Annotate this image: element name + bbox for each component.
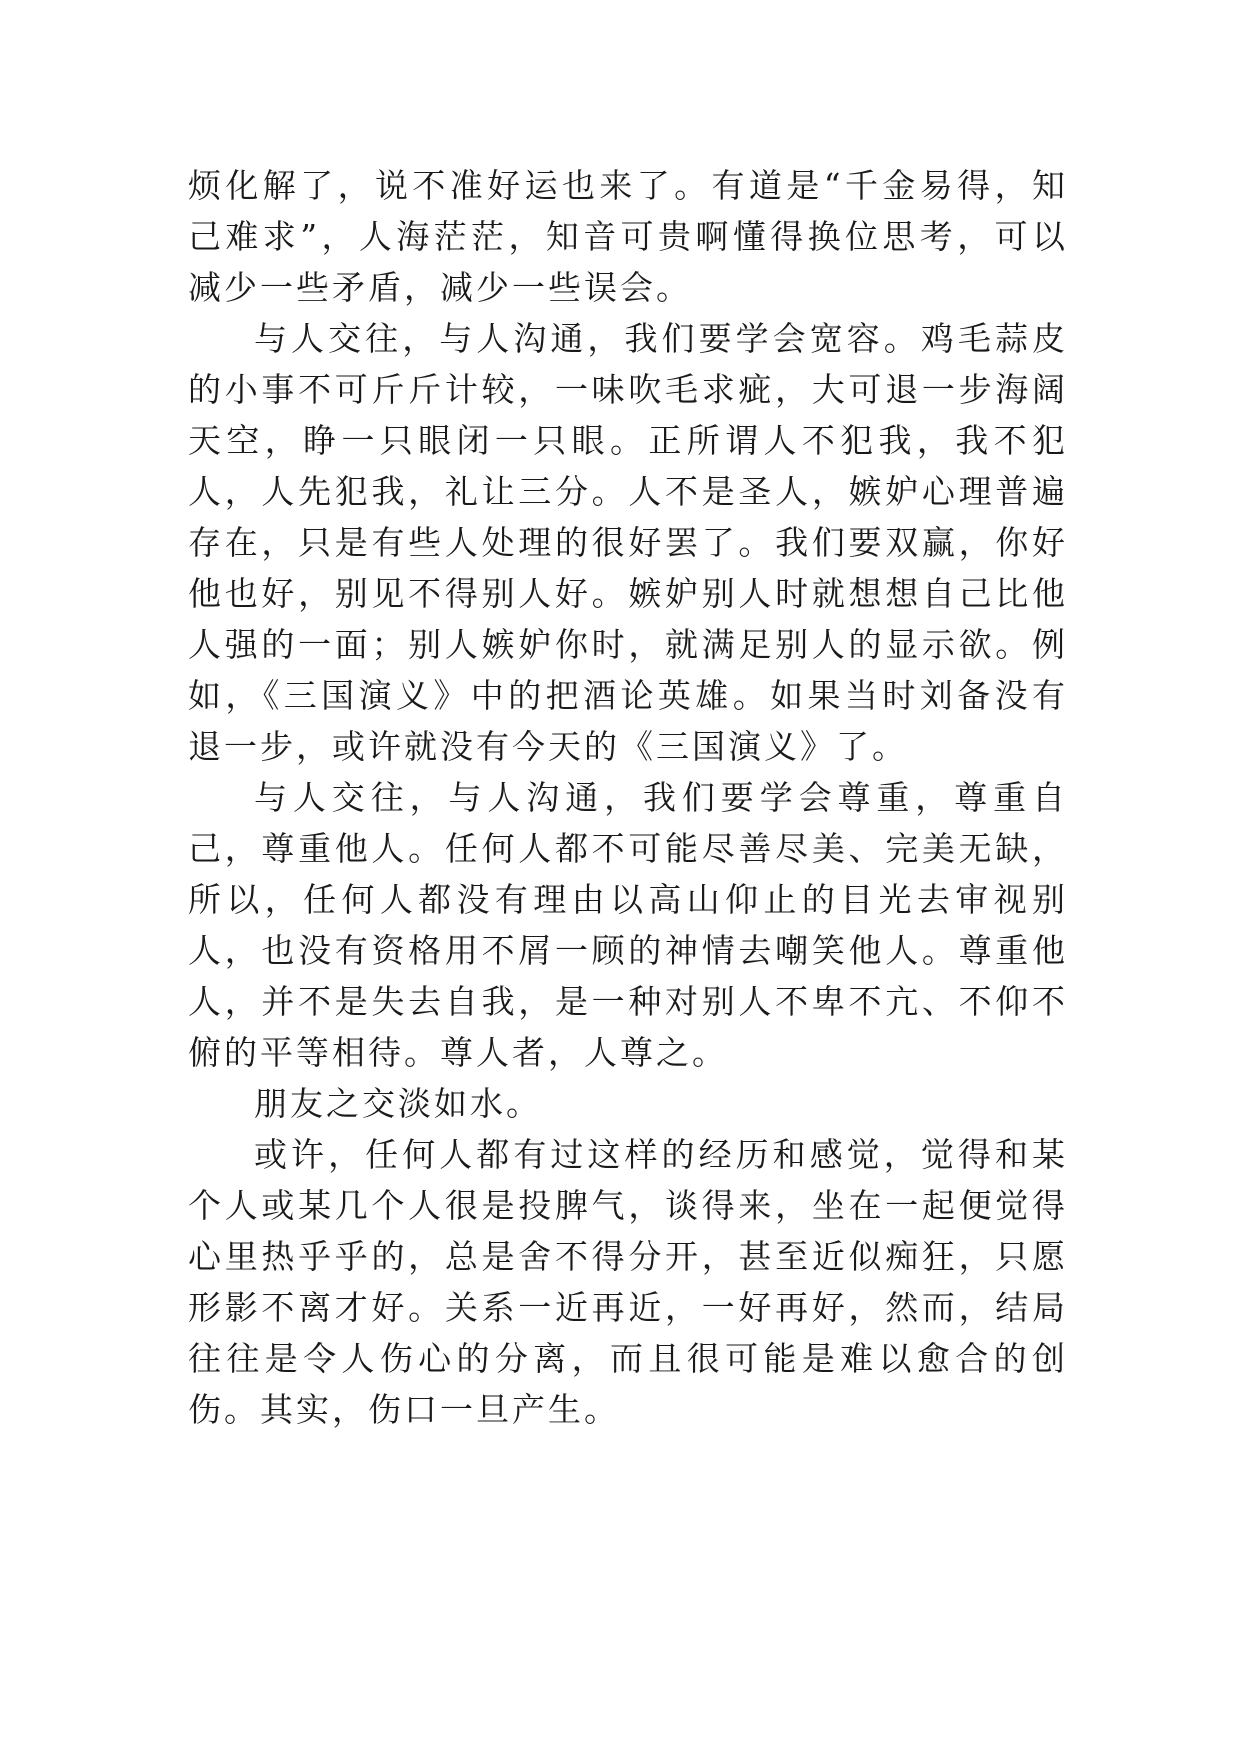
paragraph-2: 与人交往，与人沟通，我们要学会宽容。鸡毛蒜皮的小事不可斤斤计较，一味吹毛求疵，大可退一步海阔天空，睁一只眼闭一只眼。正所谓人不犯我，我不犯人，人先犯我，礼让三分。人不是圣人，嫉妒心理普遍存在，只是有些人处理的很好罢了。我们要双赢，你好他也好，别见不得别人好。嫉妒别人时就想想自己比他人强的一面；别人嫉妒你时，就满足别人的显示欲。例如，《三国演义》中的把酒论英雄。如果当时刘备没有退一步，或许就没有今天的《三国演义》了。: [188, 319, 1068, 766]
document-body: [188, 160, 1068, 1435]
paragraph-4: 朋友之交淡如水。: [254, 1084, 542, 1123]
paragraph-5: 或许，任何人都有过这样的经历和感觉，觉得和某个人或某几个人很是投脾气，谈得来，坐在一起便觉得心里热乎乎的，总是舍不得分开，甚至近似痴狂，只愿形影不离才好。关系一近再近，一好再好，然而，结局往往是令人伤心的分离，而且很可能是难以愈合的创伤。其实，伤口一旦产生。: [188, 1135, 1068, 1429]
paragraph-1: 烦化解了，说不准好运也来了。有道是“千金易得，知己难求”，人海茫茫，知音可贵啊懂得换位思考，可以减少一些矛盾，减少一些误会。: [188, 166, 1068, 307]
paragraph-3: 与人交往，与人沟通，我们要学会尊重，尊重自己，尊重他人。任何人都不可能尽善尽美、完美无缺，所以，任何人都没有理由以高山仰止的目光去审视别人，也没有资格用不屑一顾的神情去嘲笑他人。尊重他人，并不是失去自我，是一种对别人不卑不亢、不仰不俯的平等相待。尊人者，人尊之。: [188, 778, 1068, 1072]
